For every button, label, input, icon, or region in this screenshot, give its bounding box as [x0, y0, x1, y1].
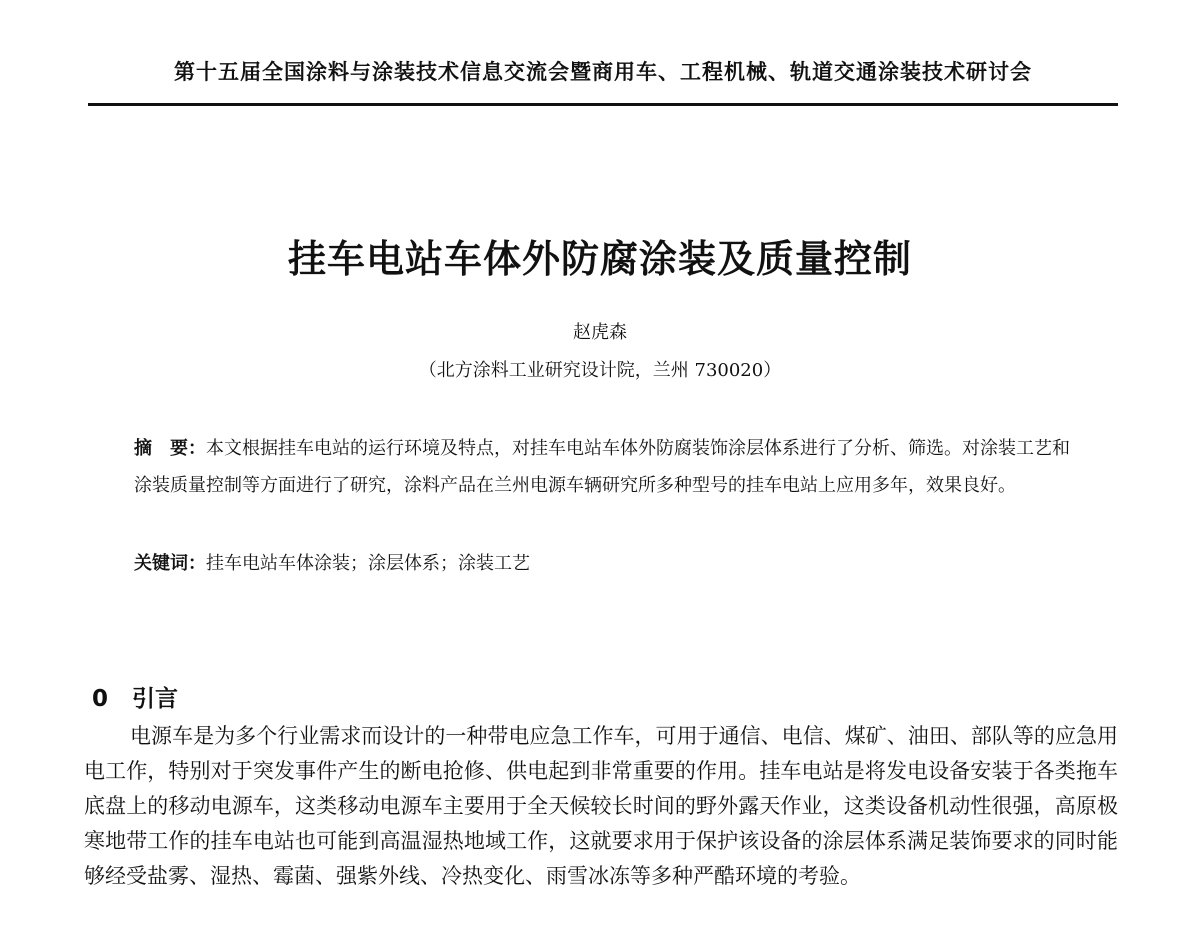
author-affiliation: （北方涂料工业研究设计院，兰州 730020） [418, 360, 782, 381]
abstract-text: 本文根据挂车电站的运行环境及特点，对挂车电站车体外防腐装饰涂层体系进行了分析、筛选。对涂装工艺和涂装质量控制等方面进行了研究，涂料产品在兰州电源车辆研究所多种型号的挂车电站上应用多年，效果良好。 [134, 438, 1070, 496]
section-title: 引言 [132, 686, 179, 712]
keywords-label: 关键词： [134, 553, 206, 574]
keywords [134, 549, 1074, 579]
conference-header: 第十五届全国涂料与涂装技术信息交流会暨商用车、工程机械、轨道交通涂装技术研讨会 [174, 59, 1032, 84]
keywords-text: 挂车电站车体涂装；涂层体系；涂装工艺 [206, 553, 530, 574]
author-name: 赵虎森 [573, 322, 627, 343]
header-rule [88, 103, 1118, 106]
abstract-label: 摘 要： [134, 438, 206, 459]
body-text [84, 719, 1118, 894]
paragraph-text: 电源车是为多个行业需求而设计的一种带电应急工作车，可用于通信、电信、煤矿、油田、部队等的应急用电工作，特别对于突发事件产生的断电抢修、供电起到非常重要的作用。挂车电站是将发电设备安装于各类拖车底盘上的移动电源车，这类移动电源车主要用于全天候较长时间的野外露天作业，这类设备机动性很强，高原极寒地带工作的挂车电站也可能到高温湿热地域工作，这就要求用于保护该设备的涂层体系满足装饰要求的同时能够经受盐雾、湿热、霉菌、强紫外线、冷热变化、雨雪冰冻等多种严酷环境的考验。 [84, 724, 1118, 888]
body-paragraph [84, 719, 1118, 894]
paper-title: 挂车电站车体外防腐涂装及质量控制 [287, 237, 912, 281]
section-heading [92, 680, 178, 713]
abstract [134, 430, 1074, 504]
section-number: 0 [92, 686, 109, 712]
